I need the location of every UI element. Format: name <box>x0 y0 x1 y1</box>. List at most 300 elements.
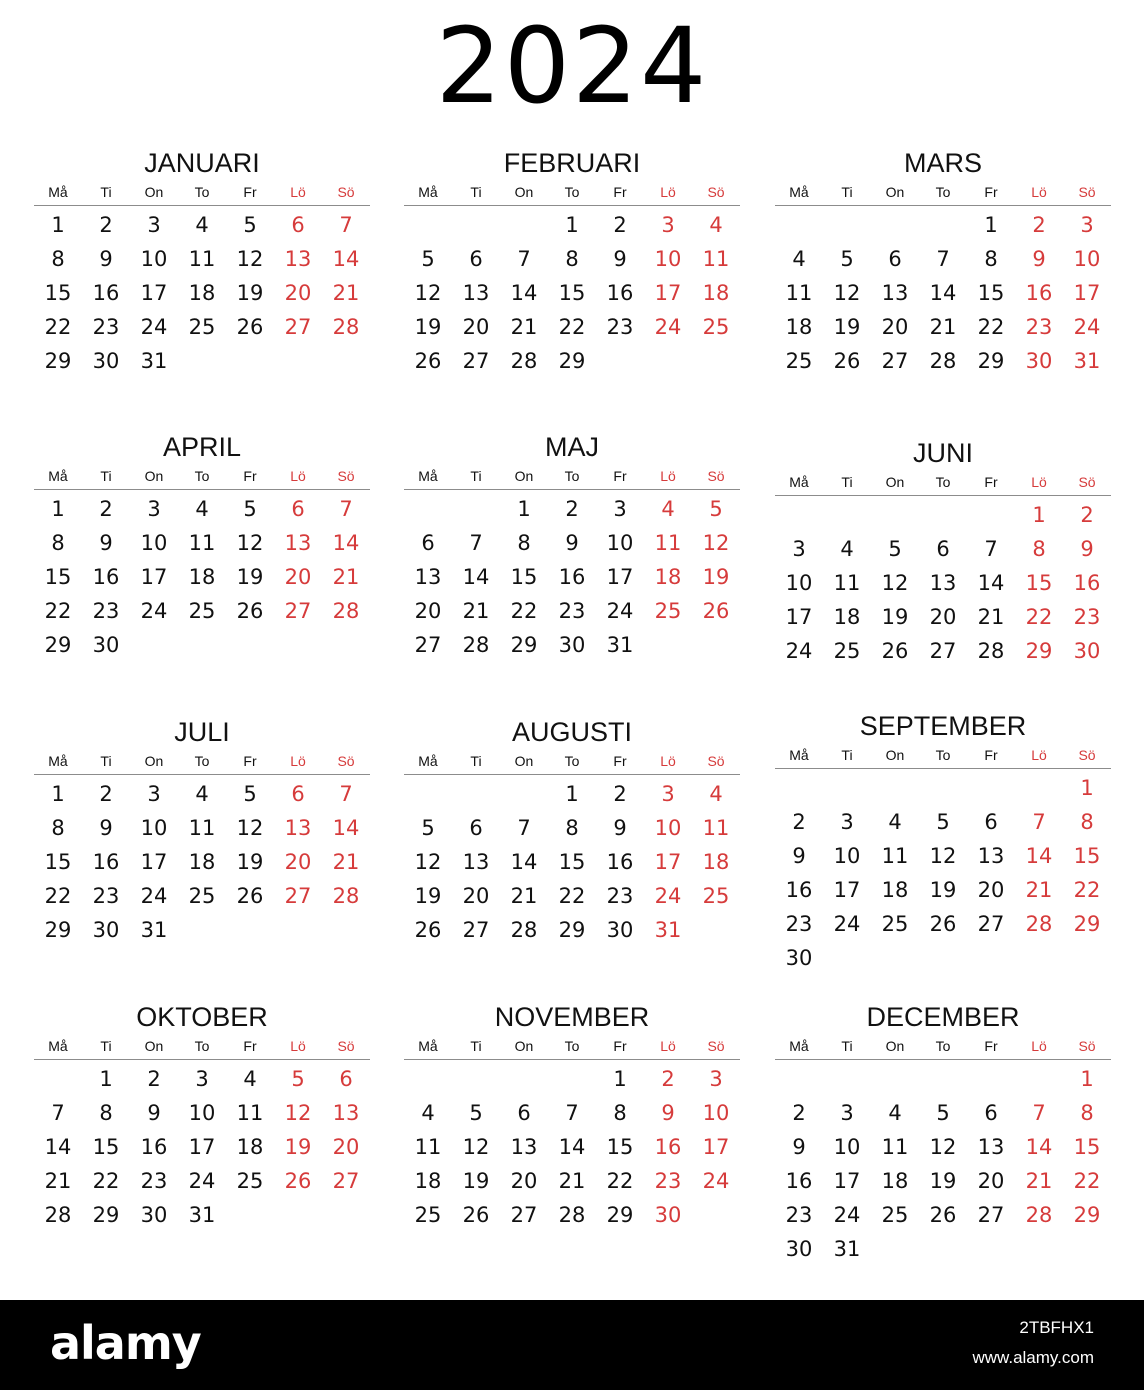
day-cell: 6 <box>339 1067 353 1091</box>
alamy-logo: alamy <box>50 1316 201 1370</box>
day-cell: 3 <box>147 497 161 521</box>
day-cell: 24 <box>833 912 861 936</box>
month-name: AUGUSTI <box>511 717 632 747</box>
day-cell: 4 <box>661 497 675 521</box>
day-cell: 11 <box>702 247 730 271</box>
day-cell: 4 <box>709 782 723 806</box>
weekday-label: Sö <box>1078 474 1096 490</box>
day-cell: 18 <box>702 850 730 874</box>
day-cell: 21 <box>1025 1169 1053 1193</box>
day-cell: 22 <box>558 884 586 908</box>
weekday-label: Lö <box>290 753 306 769</box>
day-cell: 25 <box>188 884 216 908</box>
day-cell: 12 <box>929 1135 957 1159</box>
day-cell: 22 <box>977 315 1005 339</box>
weekday-label: Ti <box>841 184 853 200</box>
day-cell: 25 <box>188 315 216 339</box>
month-februari <box>404 146 740 378</box>
day-cell: 11 <box>833 571 861 595</box>
day-cell: 20 <box>462 884 490 908</box>
weekday-label: Lö <box>660 753 676 769</box>
day-cell: 25 <box>654 599 682 623</box>
weekday-label: Må <box>48 1038 68 1054</box>
day-cell: 17 <box>140 281 168 305</box>
weekday-label: Fr <box>243 184 257 200</box>
day-cell: 26 <box>462 1203 490 1227</box>
day-cell: 22 <box>1073 1169 1101 1193</box>
day-cell: 22 <box>1025 605 1053 629</box>
day-cell: 23 <box>654 1169 682 1193</box>
day-cell: 27 <box>977 912 1005 936</box>
day-cell: 3 <box>840 1101 854 1125</box>
day-cell: 27 <box>284 315 312 339</box>
day-cell: 7 <box>339 213 353 237</box>
year-title: 2024 <box>435 5 709 127</box>
day-cell: 28 <box>332 599 360 623</box>
day-grid <box>775 206 1111 378</box>
month-juli <box>34 715 370 947</box>
day-cell: 11 <box>881 844 909 868</box>
day-cell: 29 <box>558 349 586 373</box>
day-grid <box>404 490 740 662</box>
day-cell: 28 <box>977 639 1005 663</box>
day-cell: 7 <box>469 531 483 555</box>
day-cell: 27 <box>414 633 442 657</box>
weekday-label: On <box>144 1038 164 1054</box>
day-cell: 23 <box>140 1169 168 1193</box>
day-cell: 16 <box>606 850 634 874</box>
weekday-label: Sö <box>707 1038 725 1054</box>
weekday-label: Ti <box>470 1038 482 1054</box>
day-cell: 30 <box>606 918 634 942</box>
day-cell: 7 <box>565 1101 579 1125</box>
day-cell: 2 <box>792 810 806 834</box>
day-cell: 2 <box>565 497 579 521</box>
day-cell: 8 <box>99 1101 113 1125</box>
day-cell: 5 <box>936 810 950 834</box>
day-cell: 23 <box>92 884 120 908</box>
weekday-label: Må <box>418 753 438 769</box>
day-cell: 5 <box>421 816 435 840</box>
day-cell: 20 <box>977 1169 1005 1193</box>
month-mars <box>775 146 1111 378</box>
weekday-header <box>775 180 1111 206</box>
weekday-label: Må <box>418 184 438 200</box>
day-cell: 19 <box>929 1169 957 1193</box>
day-cell: 2 <box>99 213 113 237</box>
day-cell: 29 <box>606 1203 634 1227</box>
day-cell: 31 <box>833 1237 861 1261</box>
day-cell: 28 <box>462 633 490 657</box>
day-cell: 2 <box>613 782 627 806</box>
day-cell: 26 <box>881 639 909 663</box>
day-cell: 26 <box>833 349 861 373</box>
day-cell: 1 <box>613 1067 627 1091</box>
day-cell: 30 <box>785 946 813 970</box>
month-name: NOVEMBER <box>494 1002 650 1032</box>
weekday-label: Sö <box>1078 184 1096 200</box>
day-cell: 16 <box>92 281 120 305</box>
day-cell: 5 <box>888 537 902 561</box>
day-cell: 13 <box>881 281 909 305</box>
day-cell: 28 <box>44 1203 72 1227</box>
day-cell: 25 <box>881 1203 909 1227</box>
day-cell: 30 <box>1025 349 1053 373</box>
day-cell: 16 <box>654 1135 682 1159</box>
day-grid <box>34 775 370 947</box>
day-cell: 13 <box>510 1135 538 1159</box>
day-cell: 10 <box>654 247 682 271</box>
day-cell: 13 <box>462 850 490 874</box>
day-cell: 19 <box>236 565 264 589</box>
day-grid <box>404 775 740 947</box>
day-cell: 23 <box>92 599 120 623</box>
day-cell: 25 <box>702 315 730 339</box>
weekday-label: Fr <box>984 1038 998 1054</box>
day-cell: 24 <box>188 1169 216 1193</box>
day-cell: 18 <box>881 1169 909 1193</box>
day-cell: 14 <box>1025 1135 1053 1159</box>
day-cell: 10 <box>606 531 634 555</box>
day-cell: 25 <box>833 639 861 663</box>
day-cell: 21 <box>558 1169 586 1193</box>
day-cell: 27 <box>284 884 312 908</box>
day-cell: 19 <box>881 605 909 629</box>
day-cell: 19 <box>462 1169 490 1193</box>
day-cell: 31 <box>606 633 634 657</box>
day-cell: 23 <box>606 884 634 908</box>
day-cell: 20 <box>881 315 909 339</box>
day-cell: 14 <box>510 850 538 874</box>
day-cell: 6 <box>936 537 950 561</box>
day-cell: 4 <box>195 497 209 521</box>
day-cell: 10 <box>188 1101 216 1125</box>
day-cell: 22 <box>510 599 538 623</box>
day-cell: 10 <box>1073 247 1101 271</box>
day-cell: 17 <box>654 850 682 874</box>
day-cell: 23 <box>558 599 586 623</box>
day-cell: 24 <box>785 639 813 663</box>
day-cell: 22 <box>44 599 72 623</box>
day-cell: 9 <box>792 1135 806 1159</box>
day-cell: 6 <box>984 1101 998 1125</box>
day-cell: 15 <box>1073 844 1101 868</box>
day-cell: 21 <box>510 315 538 339</box>
weekday-label: Ti <box>470 468 482 484</box>
day-cell: 31 <box>140 349 168 373</box>
day-cell: 23 <box>1073 605 1101 629</box>
day-cell: 5 <box>291 1067 305 1091</box>
day-cell: 9 <box>792 844 806 868</box>
day-cell: 1 <box>565 213 579 237</box>
day-cell: 18 <box>785 315 813 339</box>
weekday-label: On <box>144 468 164 484</box>
day-cell: 16 <box>92 850 120 874</box>
day-cell: 1 <box>517 497 531 521</box>
weekday-label: Lö <box>660 1038 676 1054</box>
day-cell: 8 <box>1032 537 1046 561</box>
weekday-header <box>775 1034 1111 1060</box>
day-cell: 14 <box>332 247 360 271</box>
day-cell: 30 <box>140 1203 168 1227</box>
day-cell: 1 <box>565 782 579 806</box>
day-cell: 20 <box>332 1135 360 1159</box>
day-cell: 8 <box>565 816 579 840</box>
day-cell: 4 <box>888 1101 902 1125</box>
day-grid <box>404 206 740 378</box>
day-cell: 14 <box>462 565 490 589</box>
day-cell: 8 <box>51 531 65 555</box>
day-cell: 20 <box>510 1169 538 1193</box>
day-cell: 31 <box>188 1203 216 1227</box>
day-cell: 12 <box>414 281 442 305</box>
weekday-label: Ti <box>100 1038 112 1054</box>
day-cell: 1 <box>51 213 65 237</box>
day-cell: 5 <box>243 782 257 806</box>
day-cell: 18 <box>833 605 861 629</box>
day-cell: 3 <box>147 782 161 806</box>
day-cell: 11 <box>881 1135 909 1159</box>
day-cell: 6 <box>984 810 998 834</box>
day-cell: 28 <box>558 1203 586 1227</box>
day-cell: 21 <box>1025 878 1053 902</box>
day-cell: 29 <box>1073 912 1101 936</box>
day-cell: 13 <box>462 281 490 305</box>
weekday-label: On <box>885 747 905 763</box>
day-cell: 17 <box>654 281 682 305</box>
day-cell: 24 <box>1073 315 1101 339</box>
weekday-label: Sö <box>707 753 725 769</box>
day-cell: 6 <box>291 213 305 237</box>
day-cell: 5 <box>243 497 257 521</box>
day-cell: 12 <box>236 247 264 271</box>
day-cell: 28 <box>929 349 957 373</box>
day-cell: 28 <box>1025 1203 1053 1227</box>
month-name: SEPTEMBER <box>859 711 1027 741</box>
day-cell: 11 <box>654 531 682 555</box>
day-cell: 5 <box>709 497 723 521</box>
day-cell: 14 <box>977 571 1005 595</box>
watermark-footer <box>0 1300 1144 1390</box>
weekday-label: Må <box>48 753 68 769</box>
day-cell: 9 <box>147 1101 161 1125</box>
day-cell: 22 <box>92 1169 120 1193</box>
day-cell: 18 <box>188 565 216 589</box>
day-cell: 15 <box>92 1135 120 1159</box>
day-cell: 16 <box>1025 281 1053 305</box>
day-cell: 15 <box>510 565 538 589</box>
day-cell: 28 <box>1025 912 1053 936</box>
day-cell: 24 <box>140 884 168 908</box>
day-cell: 7 <box>984 537 998 561</box>
day-cell: 25 <box>702 884 730 908</box>
day-cell: 9 <box>613 247 627 271</box>
day-cell: 17 <box>833 878 861 902</box>
day-cell: 3 <box>147 213 161 237</box>
day-cell: 16 <box>92 565 120 589</box>
day-cell: 24 <box>654 884 682 908</box>
weekday-label: Lö <box>1031 184 1047 200</box>
day-cell: 25 <box>188 599 216 623</box>
day-cell: 8 <box>1080 810 1094 834</box>
day-cell: 8 <box>613 1101 627 1125</box>
day-cell: 15 <box>44 565 72 589</box>
day-cell: 10 <box>833 844 861 868</box>
weekday-label: To <box>564 1038 580 1054</box>
day-cell: 1 <box>99 1067 113 1091</box>
day-cell: 5 <box>936 1101 950 1125</box>
day-cell: 21 <box>332 850 360 874</box>
day-cell: 29 <box>1073 1203 1101 1227</box>
day-cell: 18 <box>188 281 216 305</box>
weekday-header <box>34 749 370 775</box>
day-cell: 29 <box>558 918 586 942</box>
day-cell: 21 <box>462 599 490 623</box>
day-cell: 19 <box>929 878 957 902</box>
day-cell: 3 <box>1080 213 1094 237</box>
day-cell: 15 <box>606 1135 634 1159</box>
month-november <box>404 1000 740 1232</box>
day-cell: 19 <box>702 565 730 589</box>
day-cell: 3 <box>792 537 806 561</box>
day-cell: 3 <box>661 213 675 237</box>
day-cell: 25 <box>236 1169 264 1193</box>
day-cell: 7 <box>517 247 531 271</box>
weekday-label: Ti <box>841 1038 853 1054</box>
month-name: MAJ <box>545 432 599 462</box>
day-cell: 25 <box>414 1203 442 1227</box>
weekday-label: Ti <box>100 468 112 484</box>
month-name: JANUARI <box>144 148 260 178</box>
weekday-label: Lö <box>1031 474 1047 490</box>
day-cell: 15 <box>44 281 72 305</box>
day-cell: 14 <box>332 816 360 840</box>
weekday-label: Fr <box>243 1038 257 1054</box>
day-cell: 18 <box>188 850 216 874</box>
day-cell: 11 <box>236 1101 264 1125</box>
day-cell: 30 <box>558 633 586 657</box>
day-cell: 19 <box>236 281 264 305</box>
day-cell: 24 <box>654 315 682 339</box>
day-cell: 8 <box>517 531 531 555</box>
weekday-label: Må <box>789 747 809 763</box>
day-grid <box>34 1060 370 1232</box>
day-cell: 22 <box>44 315 72 339</box>
day-cell: 27 <box>332 1169 360 1193</box>
day-cell: 13 <box>414 565 442 589</box>
day-cell: 17 <box>606 565 634 589</box>
weekday-label: Lö <box>1031 1038 1047 1054</box>
day-cell: 4 <box>709 213 723 237</box>
day-cell: 16 <box>606 281 634 305</box>
day-cell: 23 <box>785 912 813 936</box>
day-cell: 1 <box>1032 503 1046 527</box>
weekday-label: Fr <box>984 474 998 490</box>
weekday-label: Sö <box>337 753 355 769</box>
weekday-label: To <box>935 747 951 763</box>
day-cell: 24 <box>140 599 168 623</box>
day-grid <box>775 769 1111 975</box>
day-cell: 5 <box>421 247 435 271</box>
day-cell: 2 <box>99 782 113 806</box>
day-cell: 29 <box>44 349 72 373</box>
day-cell: 12 <box>462 1135 490 1159</box>
weekday-label: To <box>935 1038 951 1054</box>
day-cell: 21 <box>510 884 538 908</box>
day-cell: 19 <box>414 884 442 908</box>
day-cell: 13 <box>977 1135 1005 1159</box>
day-cell: 13 <box>284 247 312 271</box>
weekday-label: Ti <box>470 184 482 200</box>
weekday-label: Fr <box>243 468 257 484</box>
day-grid <box>34 490 370 662</box>
month-name: JUNI <box>913 438 973 468</box>
weekday-label: To <box>564 468 580 484</box>
weekday-label: Må <box>418 468 438 484</box>
day-cell: 19 <box>284 1135 312 1159</box>
weekday-label: Må <box>789 1038 809 1054</box>
day-cell: 16 <box>558 565 586 589</box>
day-cell: 9 <box>99 531 113 555</box>
day-cell: 24 <box>833 1203 861 1227</box>
day-cell: 23 <box>785 1203 813 1227</box>
day-cell: 13 <box>284 816 312 840</box>
day-cell: 6 <box>291 782 305 806</box>
weekday-header <box>404 464 740 490</box>
day-grid <box>775 496 1111 668</box>
day-cell: 24 <box>606 599 634 623</box>
weekday-label: Må <box>48 184 68 200</box>
weekday-label: Må <box>418 1038 438 1054</box>
weekday-header <box>404 180 740 206</box>
weekday-header <box>775 743 1111 769</box>
weekday-label: Sö <box>707 468 725 484</box>
day-cell: 23 <box>1025 315 1053 339</box>
day-cell: 2 <box>1080 503 1094 527</box>
day-cell: 12 <box>929 844 957 868</box>
day-cell: 29 <box>44 918 72 942</box>
weekday-label: Må <box>48 468 68 484</box>
weekday-label: Lö <box>660 468 676 484</box>
weekday-label: On <box>885 474 905 490</box>
month-oktober <box>34 1000 370 1232</box>
month-april <box>34 430 370 662</box>
day-cell: 6 <box>469 816 483 840</box>
day-cell: 2 <box>661 1067 675 1091</box>
day-cell: 15 <box>977 281 1005 305</box>
month-januari <box>34 146 370 378</box>
day-cell: 26 <box>236 599 264 623</box>
day-cell: 20 <box>414 599 442 623</box>
day-cell: 23 <box>92 315 120 339</box>
day-cell: 2 <box>99 497 113 521</box>
day-cell: 26 <box>414 918 442 942</box>
weekday-label: On <box>885 1038 905 1054</box>
day-cell: 28 <box>510 918 538 942</box>
day-cell: 4 <box>840 537 854 561</box>
month-maj <box>404 430 740 662</box>
image-id: 2TBFHX1 <box>1019 1318 1094 1337</box>
day-cell: 2 <box>792 1101 806 1125</box>
day-cell: 27 <box>284 599 312 623</box>
day-cell: 27 <box>462 918 490 942</box>
day-cell: 30 <box>785 1237 813 1261</box>
day-cell: 17 <box>188 1135 216 1159</box>
day-cell: 1 <box>51 782 65 806</box>
day-cell: 20 <box>929 605 957 629</box>
day-cell: 13 <box>929 571 957 595</box>
day-cell: 22 <box>606 1169 634 1193</box>
